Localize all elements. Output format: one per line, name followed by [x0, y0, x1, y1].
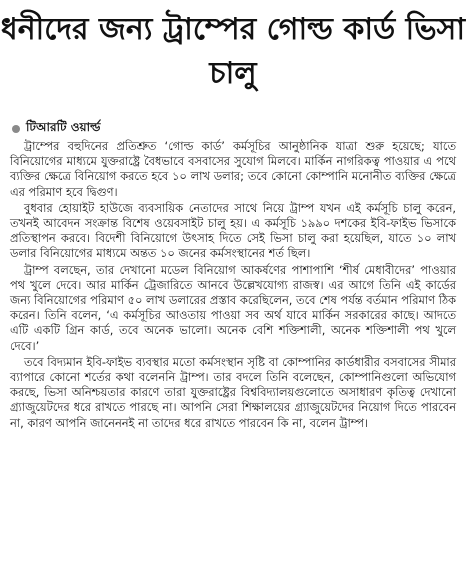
article-paragraph: ট্রাম্প বলছেন, তার দেখানো মডেল বিনিয়োগ আকর্ষণের পাশাপাশি ‘শীর্ষ মেধাবীদের’ পাওয়ার পথ খুলে দেবে। আর মার্কিন ট্রেজারিতে আনবে উল্লেখযোগ্য রাজস্ব। এর আগে তিনি এই কার্ডের জন্য বিনিয়োগের পরিমাণ ৫০ লাখ ডলারের প্রস্তাব করেছিলেন, তবে শেষ পর্যন্ত বর্তমান পরিমাণ ঠিক করেন। তিনি বলেন, ‘এ কর্মসূচির আওতায় পাওয়া সব অর্থ যাবে মার্কিন সরকারের কাছে। আদতে এটি একটি গ্রিন কার্ড, তবে অনেক ভালো। অনেক বেশি শক্তিশালী, অনেক শক্তিশালী পথ খুলে দেবে।’ — [10, 262, 456, 353]
article-paragraph: বুধবার হোয়াইট হাউজে ব্যবসায়িক নেতাদের সাথে নিয়ে ট্রাম্প যখন এই কর্মসূচি চালু করেন, তখনই আবেদন সংক্রান্ত বিশেষ ওয়েবসাইট চালু হয়। এ কর্মসূচি ১৯৯০ দশকের ইবি-ফাইভ ভিসাকে প্রতিস্থাপন করবে। বিদেশী বিনিয়োগে উৎসাহ দিতে সেই ভিসা চালু করা হয়েছিল, যাতে ১০ লাখ ডলার বিনিয়োগের মাধ্যমে অন্তত ১০ জনের কর্মসংস্থানের শর্ত ছিল। — [10, 200, 456, 261]
byline — [12, 121, 100, 137]
headline: ধনীদের জন্য ট্রাম্পের গোল্ড কার্ড ভিসা চালু — [0, 12, 466, 91]
article-body — [10, 139, 456, 432]
bullet-icon — [12, 125, 20, 133]
article-paragraph: ট্রাম্পের বহুদিনের প্রতিশ্রুত ‘গোল্ড কার্ড’ কর্মসূচির আনুষ্ঠানিক যাত্রা শুরু হয়েছে; যাতে বিনিয়োগের মাধ্যমে যুক্তরাষ্ট্রে বৈধভাবে বসবাসের সুযোগ মিলবে। মার্কিন নাগরিকত্ব পাওয়ার এ পথে ব্যক্তির ক্ষেত্রে বিনিয়োগ করতে হবে ১০ লাখ ডলার; তবে কোনো কোম্পানি মনোনীত ব্যক্তির ক্ষেত্রে এর পরিমাণ হবে দ্বিগুণ। — [10, 139, 456, 199]
byline-source: টিআরটি ওয়ার্ল্ড — [26, 120, 101, 134]
article-paragraph: তবে বিদ্যমান ইবি-ফাইভ ব্যবস্থার মতো কর্মসংস্থান সৃষ্টি বা কোম্পানির কার্ডধারীর বসবাসের সীমার ব্যাপারে কোনো শর্তের কথা বলেননি ট্রাম্প। তার বদলে তিনি বলেছেন, কোম্পানিগুলো অভিযোগ করছে, ভিসা অনিশ্চয়তার কারণে তারা যুক্তরাষ্ট্রের বিশ্ববিদ্যালয়গুলোতে অসাধারণ কৃতিত্ব দেখানো গ্র্যাজুয়েটদের ধরে রাখতে পারছে না। আপনি সেরা শিক্ষালয়ের গ্র্যাজুয়েটদের নিয়োগ দিতে পারবেন না, কারণ আপনি জানেননই না তাদের ধরে রাখতে পারবেন কি না, বলেন ট্রাম্প। — [10, 354, 456, 430]
